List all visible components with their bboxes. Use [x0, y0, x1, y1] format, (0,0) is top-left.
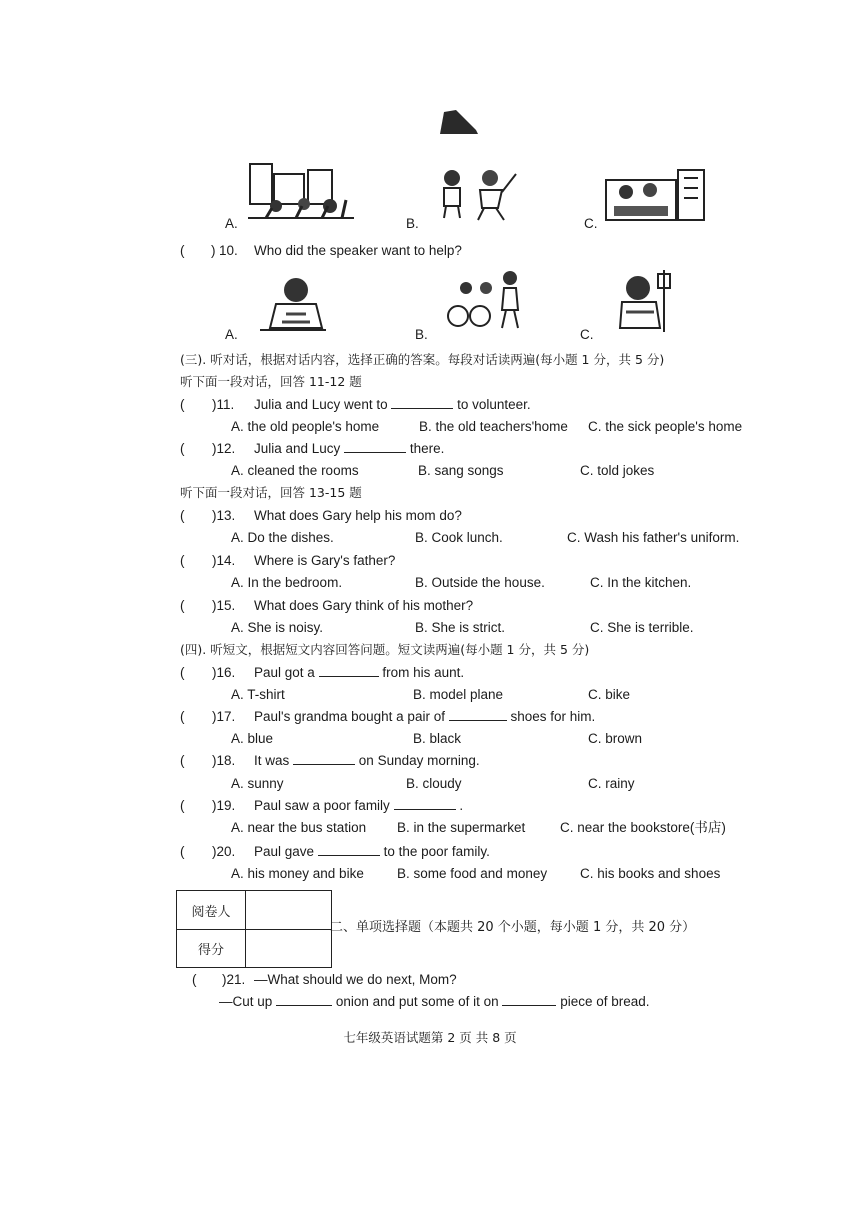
q16-option-c: C. bike	[588, 687, 631, 702]
q20-number: )20.	[212, 844, 236, 859]
q14-option-a: A. In the bedroom.	[231, 575, 343, 590]
q10-number: 10.	[219, 243, 238, 258]
q10-paren-close: )	[211, 243, 216, 258]
q13-number: )13.	[212, 508, 236, 523]
q18-option-a: A. sunny	[231, 776, 284, 791]
q17-stem-pre: Paul's grandma bought a pair of	[254, 709, 445, 724]
q11-option-a: A. the old people's home	[231, 419, 380, 434]
wheelchair-scene-picture	[440, 266, 524, 332]
q15-stem: What does Gary think of his mother?	[254, 598, 474, 613]
q12-stem-post: there.	[409, 441, 445, 456]
q12-stem-pre: Julia and Lucy	[254, 441, 341, 456]
street-scene-picture	[246, 160, 356, 222]
q12-blank	[344, 440, 406, 453]
q11-option-b: B. the old teachers'home	[419, 419, 568, 434]
q13-option-c: C. Wash his father's uniform.	[567, 530, 740, 545]
q20-stem-post: to the poor family.	[383, 844, 490, 859]
q16-paren: (	[180, 665, 185, 680]
q17-blank	[449, 708, 507, 721]
q21-line2	[219, 993, 650, 1011]
q21-blank-1	[276, 993, 332, 1006]
q16-stem-pre: Paul got a	[254, 665, 315, 680]
q13-paren: (	[180, 508, 185, 523]
hospital-room-picture	[604, 166, 708, 222]
q21-line2-a: —Cut up	[219, 994, 273, 1009]
q13-option-b: B. Cook lunch.	[415, 530, 503, 545]
kids-playing-picture	[436, 166, 520, 222]
q16-option-a: A. T-shirt	[231, 687, 285, 702]
q12-paren: (	[180, 441, 185, 456]
part2-heading: 二、单项选择题（本题共 20 个小题，每小题 1 分，共 20 分）	[330, 920, 696, 935]
q20-stem-pre: Paul gave	[254, 844, 315, 859]
q17-stem	[254, 708, 595, 726]
q11-option-c: C. the sick people's home	[588, 419, 743, 434]
q15-paren: (	[180, 598, 185, 613]
q10-option-c: C.	[580, 327, 594, 342]
q14-number: )14.	[212, 553, 236, 568]
q19-stem	[254, 797, 463, 815]
q18-stem-pre: It was	[254, 753, 290, 768]
section3-heading: (三). 听对话，根据对话内容，选择正确的答案。每段对话读两遍(每小题 1 分，共 5 分)	[180, 352, 665, 367]
q12-option-c: C. told jokes	[580, 463, 655, 478]
q19-paren: (	[180, 798, 185, 813]
q11-stem	[254, 396, 531, 414]
q12-number: )12.	[212, 441, 236, 456]
score-table-row-reviewer	[177, 891, 331, 930]
q15-option-c: C. She is terrible.	[590, 620, 694, 635]
q11-paren: (	[180, 397, 185, 412]
q21-paren: (	[192, 972, 197, 987]
q17-number: )17.	[212, 709, 236, 724]
q19-option-b: B. in the supermarket	[397, 820, 526, 835]
score-label: 得分	[177, 929, 246, 967]
q10-paren-open: (	[180, 243, 185, 258]
q18-stem-post: on Sunday morning.	[358, 753, 480, 768]
q18-option-c: C. rainy	[588, 776, 635, 791]
q12-option-b: B. sang songs	[418, 463, 504, 478]
q13-stem: What does Gary help his mom do?	[254, 508, 462, 523]
q10-option-a: A.	[225, 327, 238, 342]
q16-stem	[254, 664, 464, 682]
section4-heading: (四). 听短文，根据短文内容回答问题。短文读两遍(每小题 1 分，共 5 分)	[180, 642, 590, 657]
hat-fragment-icon	[436, 108, 482, 138]
q21-number: )21.	[222, 972, 246, 987]
q18-blank	[293, 752, 355, 765]
q17-option-c: C. brown	[588, 731, 643, 746]
score-table-row-score	[177, 929, 331, 967]
q16-option-b: B. model plane	[413, 687, 504, 702]
q16-number: )16.	[212, 665, 236, 680]
q11-number: )11.	[212, 397, 235, 412]
q19-stem-pre: Paul saw a poor family	[254, 798, 390, 813]
q9-option-b: B.	[406, 216, 419, 231]
q11-stem-pre: Julia and Lucy went to	[254, 397, 388, 412]
reviewer-label: 阅卷人	[177, 891, 246, 929]
section3-sub2: 听下面一段对话，回答 13-15 题	[180, 485, 362, 500]
q17-paren: (	[180, 709, 185, 724]
q18-paren: (	[180, 753, 185, 768]
q19-option-c: C. near the bookstore(书店)	[560, 820, 726, 835]
score-table	[176, 890, 332, 968]
q14-option-c: C. In the kitchen.	[590, 575, 692, 590]
q11-stem-post: to volunteer.	[457, 397, 531, 412]
q20-option-b: B. some food and money	[397, 866, 548, 881]
q20-blank	[318, 843, 380, 856]
q15-number: )15.	[212, 598, 236, 613]
q21-line2-c: piece of bread.	[560, 994, 650, 1009]
patient-with-drip-picture	[616, 268, 676, 334]
q12-option-a: A. cleaned the rooms	[231, 463, 359, 478]
q9-option-a: A.	[225, 216, 238, 231]
q10-question: Who did the speaker want to help?	[254, 243, 462, 258]
q20-option-a: A. his money and bike	[231, 866, 364, 881]
q19-number: )19.	[212, 798, 236, 813]
q18-stem	[254, 752, 480, 770]
q17-stem-post: shoes for him.	[510, 709, 596, 724]
section3-sub1: 听下面一段对话，回答 11-12 题	[180, 374, 362, 389]
q14-stem: Where is Gary's father?	[254, 553, 396, 568]
q9-option-c: C.	[584, 216, 598, 231]
q17-option-b: B. black	[413, 731, 462, 746]
q15-option-b: B. She is strict.	[415, 620, 506, 635]
q21-line2-b: onion and put some of it on	[335, 994, 499, 1009]
q11-blank	[391, 396, 453, 409]
q20-stem	[254, 843, 490, 861]
page-footer: 七年级英语试题第 2 页 共 8 页	[343, 1030, 517, 1045]
sad-child-picture	[256, 274, 328, 334]
q18-option-b: B. cloudy	[406, 776, 462, 791]
q16-blank	[319, 664, 379, 677]
q18-number: )18.	[212, 753, 236, 768]
q20-option-c: C. his books and shoes	[580, 866, 721, 881]
q20-paren: (	[180, 844, 185, 859]
q15-option-a: A. She is noisy.	[231, 620, 324, 635]
q19-option-a: A. near the bus station	[231, 820, 367, 835]
q19-stem-post: .	[459, 798, 464, 813]
q14-option-b: B. Outside the house.	[415, 575, 545, 590]
q21-blank-2	[502, 993, 556, 1006]
q16-stem-post: from his aunt.	[382, 665, 465, 680]
q12-stem	[254, 440, 444, 458]
q19-blank	[394, 797, 456, 810]
q14-paren: (	[180, 553, 185, 568]
q10-option-b: B.	[415, 327, 428, 342]
q17-option-a: A. blue	[231, 731, 274, 746]
q13-option-a: A. Do the dishes.	[231, 530, 334, 545]
q21-line1: —What should we do next, Mom?	[254, 972, 457, 987]
